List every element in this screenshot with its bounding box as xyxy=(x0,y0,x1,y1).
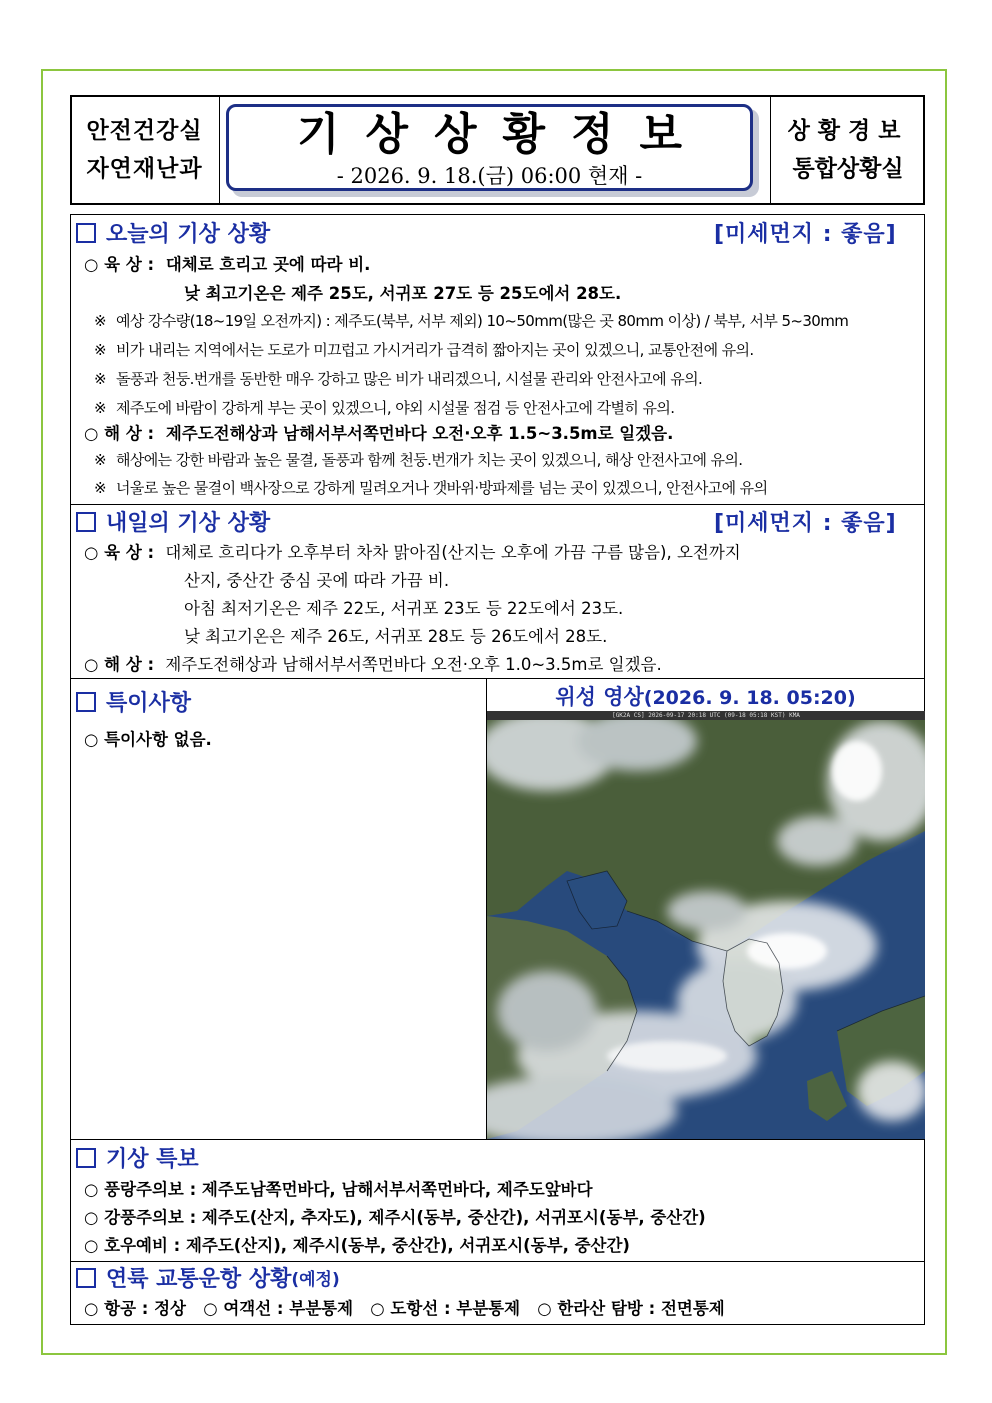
today-sea-row xyxy=(84,419,673,448)
warnings-title xyxy=(76,1142,199,1173)
transport-status: ○ 항공 : 정상 ○ 여객선 : 부분통제 ○ 도항선 : 부분통제 ○ 한라산 탐방 : 전면통제 xyxy=(84,1299,725,1318)
today-sea-note-2: ※ 너울로 높은 물결이 백사장으로 강하게 밀려오거나 갯바위·방파제를 넘는 곳이 있겠으니, 안전사고에 유의 xyxy=(94,479,768,497)
warning-item-3: ○ 호우예비 : 제주도(산지), 제주시(동부, 중산간), 서귀포시(동부, 중산간) xyxy=(84,1236,630,1255)
tomorrow-sea-text: 제주도전해상과 남해서부서쪽먼바다 오전·오후 1.0~3.5m로 일겠음. xyxy=(165,655,662,674)
checkbox-icon xyxy=(76,1268,96,1288)
transport-title xyxy=(76,1262,340,1293)
tomorrow-land-label: ○ 육 상 : xyxy=(84,543,155,562)
tomorrow-land-1: 대체로 흐리다가 오후부터 차차 맑아짐(산지는 오후에 가끔 구름 많음), 오전까지 xyxy=(165,543,741,562)
today-sea-text: 제주도전해상과 남해서부서쪽먼바다 오전·오후 1.5~3.5m로 일겠음. xyxy=(165,424,674,443)
today-land-row xyxy=(84,250,370,279)
header-department xyxy=(70,95,220,205)
tomorrow-title-text: 내일의 기상 상황 xyxy=(106,511,271,536)
checkbox-icon xyxy=(76,692,96,712)
today-land-label: ○ 육 상 : xyxy=(84,255,155,274)
satellite-image-header: [GK2A CS] 2026-09-17 20:18 UTC (09-18 05:18 KST) KMA xyxy=(487,711,925,720)
tomorrow-pm-badge: [미세먼지 : 좋음] xyxy=(714,511,897,536)
today-note-3: ※ 돌풍과 천둥.번개를 동반한 매우 강하고 많은 비가 내리겠으니, 시설물 관리와 안전사고에 유의. xyxy=(94,370,703,388)
today-sea-label: ○ 해 상 : xyxy=(84,424,155,443)
tomorrow-land-3: 아침 최저기온은 제주 22도, 서귀포 23도 등 22도에서 23도. xyxy=(184,599,624,618)
today-title-text: 오늘의 기상 상황 xyxy=(106,222,271,247)
header-office xyxy=(770,95,925,205)
warning-item-1: ○ 풍랑주의보 : 제주도남쪽먼바다, 남해서부서쪽먼바다, 제주도앞바다 xyxy=(84,1180,593,1199)
today-pm-badge: [미세먼지 : 좋음] xyxy=(714,222,897,247)
warning-item-2: ○ 강풍주의보 : 제주도(산지, 추자도), 제주시(동부, 중산간), 서귀포시(동부, 중산간) xyxy=(84,1208,706,1227)
today-note-4: ※ 제주도에 바람이 강하게 부는 곳이 있겠으니, 야외 시설물 점검 등 안전사고에 각별히 유의. xyxy=(94,399,675,417)
tomorrow-land-4: 낮 최고기온은 제주 26도, 서귀포 28도 등 26도에서 28도. xyxy=(184,627,608,646)
checkbox-icon xyxy=(76,512,96,532)
special-title xyxy=(76,686,191,717)
satellite-caption-main: 위성 영상 xyxy=(555,685,644,709)
checkbox-icon xyxy=(76,1148,96,1168)
header-right-line2: 통합상황실 xyxy=(792,156,904,182)
header-right-line1: 상황경보 xyxy=(787,118,909,144)
special-item: ○ 특이사항 없음. xyxy=(84,730,212,749)
satellite-image xyxy=(487,711,925,1139)
header-left-line1: 안전건강실 xyxy=(86,118,203,144)
today-land-2: 낮 최고기온은 제주 25도, 서귀포 27도 등 25도에서 28도. xyxy=(184,284,622,303)
page-subtitle: - 2026. 9. 18.(금) 06:00 현재 - xyxy=(336,164,643,188)
tomorrow-land-2: 산지, 중산간 중심 곳에 따라 가끔 비. xyxy=(184,571,450,590)
warnings-title-text: 기상 특보 xyxy=(106,1147,199,1172)
transport-title-text: 연륙 교통운항 상황 xyxy=(106,1267,292,1292)
tomorrow-title xyxy=(76,506,270,537)
today-sea-note-1: ※ 해상에는 강한 바람과 높은 물결, 돌풍과 함께 천둥.번개가 치는 곳이 있겠으니, 해상 안전사고에 유의. xyxy=(94,451,743,469)
satellite-caption xyxy=(486,681,925,711)
transport-title-suffix: (예정) xyxy=(291,1270,340,1290)
tomorrow-sea-label: ○ 해 상 : xyxy=(84,655,155,674)
header-left-line2: 자연재난과 xyxy=(86,156,203,182)
title-box xyxy=(226,104,753,191)
checkbox-icon xyxy=(76,223,96,243)
today-land-1: 대체로 흐리고 곳에 따라 비. xyxy=(165,255,371,274)
today-title xyxy=(76,217,270,248)
tomorrow-sea-row xyxy=(84,650,662,679)
satellite-map-graphic xyxy=(487,711,925,1139)
today-note-2: ※ 비가 내리는 지역에서는 도로가 미끄럽고 가시거리가 급격히 짧아지는 곳이 있겠으니, 교통안전에 유의. xyxy=(94,341,754,359)
today-note-1: ※ 예상 강수량(18~19일 오전까지) : 제주도(북부, 서부 제외) 10~50mm(많은 곳 80mm 이상) / 북부, 서부 5~30mm xyxy=(94,312,849,330)
page-title: 기상상황정보 xyxy=(296,109,709,160)
tomorrow-land-row xyxy=(84,538,741,567)
special-title-text: 특이사항 xyxy=(106,691,192,716)
satellite-caption-time: (2026. 9. 18. 05:20) xyxy=(643,687,856,709)
